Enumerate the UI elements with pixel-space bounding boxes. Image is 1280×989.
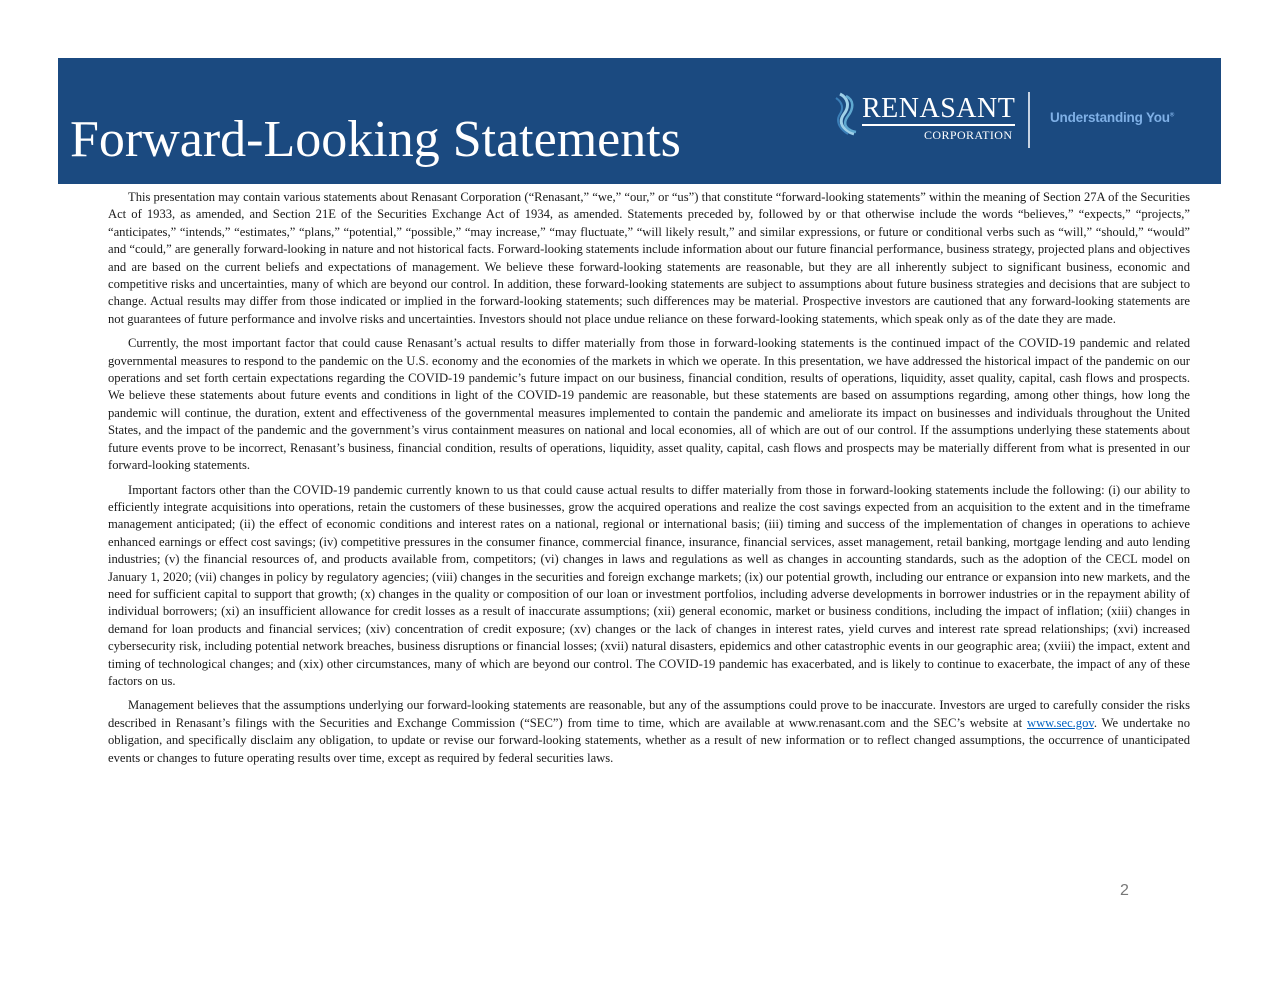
page-title: Forward-Looking Statements: [70, 111, 681, 168]
disclaimer-body: [108, 189, 1190, 774]
paragraph-management-beliefs: [108, 697, 1190, 767]
paragraph-text-part-1: Management believes that the assumptions underlying our forward-looking statements are reasonable, but any of the assumptions could prove to be inaccurate. Investors are urged to carefully consider the risks described in Renasant’s filings with the Securities and Exchange Commission (“SEC”) from time to time, which are available at www.renasant.com and the SEC’s website at: [108, 698, 1190, 730]
logo-mark-icon: [832, 92, 862, 136]
tagline: [1050, 110, 1174, 125]
logo-name: RENASANT: [862, 93, 1016, 124]
paragraph-text-part-2: . We undertake no obligation, and specifically disclaim any obligation, to update or revise our forward-looking statements, whether as a result of new information or to reflect changed assumptions, the occurrence of unanticipated events or changes to future operating results over time, except as required by federal securities laws.: [108, 715, 1190, 765]
paragraph-forward-looking-definition: This presentation may contain various statements about Renasant Corporation (“Renasant,” “we,” “our,” or “us”) that constitute “forward-looking statements” within the meaning of Section 27A of the Securities Act of 1933, as amended, and Section 21E of the Securities Exchange Act of 1934, as amended. Statements preceded by, followed by or that otherwise include the words “believes,” “expects,” “projects,” “anticipates,” “intends,” “estimates,” “plans,” “potential,” “possible,” “may increase,” “may fluctuate,” “will likely result,” and similar expressions, or future or conditional verbs such as “will,” “should,” “would” and “could,” are generally forward-looking in nature and not historical facts. Forward-looking statements include information about our future financial performance, business strategy, projected plans and objectives and are based on the current beliefs and expectations of management. We believe these forward-looking statements are reasonable, but they are all inherently subject to significant business, economic and competitive risks and uncertainties, many of which are beyond our control. In addition, these forward-looking statements are subject to assumptions about future business strategies and decisions that are subject to change. Actual results may differ from those indicated or implied in the forward-looking statements; such differences may be material. Prospective investors are cautioned that any forward-looking statements are not guarantees of future performance and involve risks and uncertainties. Investors should not place undue reliance on these forward-looking statements, which speak only as of the date they are made.: [108, 190, 1190, 326]
logo-subtitle: CORPORATION: [924, 128, 1013, 142]
paragraph-covid-impact: Currently, the most important factor that could cause Renasant’s actual results to differ materially from those in forward-looking statements is the continued impact of the COVID-19 pandemic and related governmental measures to respond to the pandemic on the U.S. economy and the economies of the markets in which we operate. In this presentation, we have addressed the historical impact of the pandemic on our operations and set forth certain expectations regarding the COVID-19 pandemic’s future impact on our business, financial condition, results of operations, liquidity, asset quality, capital, cash flows and prospects. We believe these statements about future events and conditions in light of the COVID-19 pandemic are reasonable, but these statements are based on assumptions regarding, among other things, how long the pandemic will continue, the duration, extent and effectiveness of the governmental measures implemented to contain the pandemic and ameliorate its impact on businesses and individuals throughout the United States, and the impact of the pandemic and the government’s virus containment measures on national and local economies, all of which are out of our control. If the assumptions underlying these statements about future events prove to be incorrect, Renasant’s business, financial condition, results of operations, liquidity, asset quality, capital, cash flows and prospects may be materially different from what is presented in our forward-looking statements.: [108, 336, 1190, 473]
renasant-logo: [832, 88, 1016, 148]
header-banner: [58, 58, 1221, 184]
registered-mark: ®: [1169, 112, 1175, 119]
logo-divider: [1028, 92, 1030, 148]
sec-website-link[interactable]: www.sec.gov: [1026, 715, 1094, 730]
tagline-text: Understanding You: [1050, 110, 1170, 125]
paragraph-important-factors: Important factors other than the COVID-19 pandemic currently known to us that could cause actual results to differ materially from those in forward-looking statements include the following: (i) our ability to efficiently integrate acquisitions into operations, retain the customers of these businesses, grow the acquired operations and realize the cost savings expected from an acquisition to the extent and in the timeframe management anticipated; (ii) the effect of economic conditions and interest rates on a national, regional or international basis; (iii) timing and success of the implementation of changes in operations to achieve enhanced earnings or effect cost savings; (iv) competitive pressures in the consumer finance, commercial finance, insurance, financial services, asset management, retail banking, mortgage lending and auto lending industries; (v) the financial resources of, and products available from, competitors; (vi) changes in laws and regulations as well as changes in accounting standards, such as the adoption of the CECL model on January 1, 2020; (vii) changes in policy by regulatory agencies; (viii) changes in the securities and foreign exchange markets; (ix) our potential growth, including our entrance or expansion into new markets, and the need for sufficient capital to support that growth; (x) changes in the quality or composition of our loan or investment portfolios, including adverse developments in borrower industries or in the repayment ability of individual borrowers; (xi) an insufficient allowance for credit losses as a result of inaccurate assumptions; (xii) general economic, market or business conditions, including the impact of inflation; (xiii) changes in demand for loan products and financial services; (xiv) concentration of credit exposure; (xv) changes or the lack of changes in interest rates, yield curves and interest rate spread relationships; (xvi) increased cybersecurity risk, including potential network breaches, business disruptions or financial losses; (xvii) natural disasters, epidemics and other catastrophic events in our geographic area; (xviii) the impact, extent and timing of technological changes; and (xix) other circumstances, many of which are beyond our control. The COVID-19 pandemic has exacerbated, and is likely to continue to exacerbate, the impact of any of these factors on us.: [108, 482, 1190, 688]
page-number: 2: [1120, 882, 1129, 899]
